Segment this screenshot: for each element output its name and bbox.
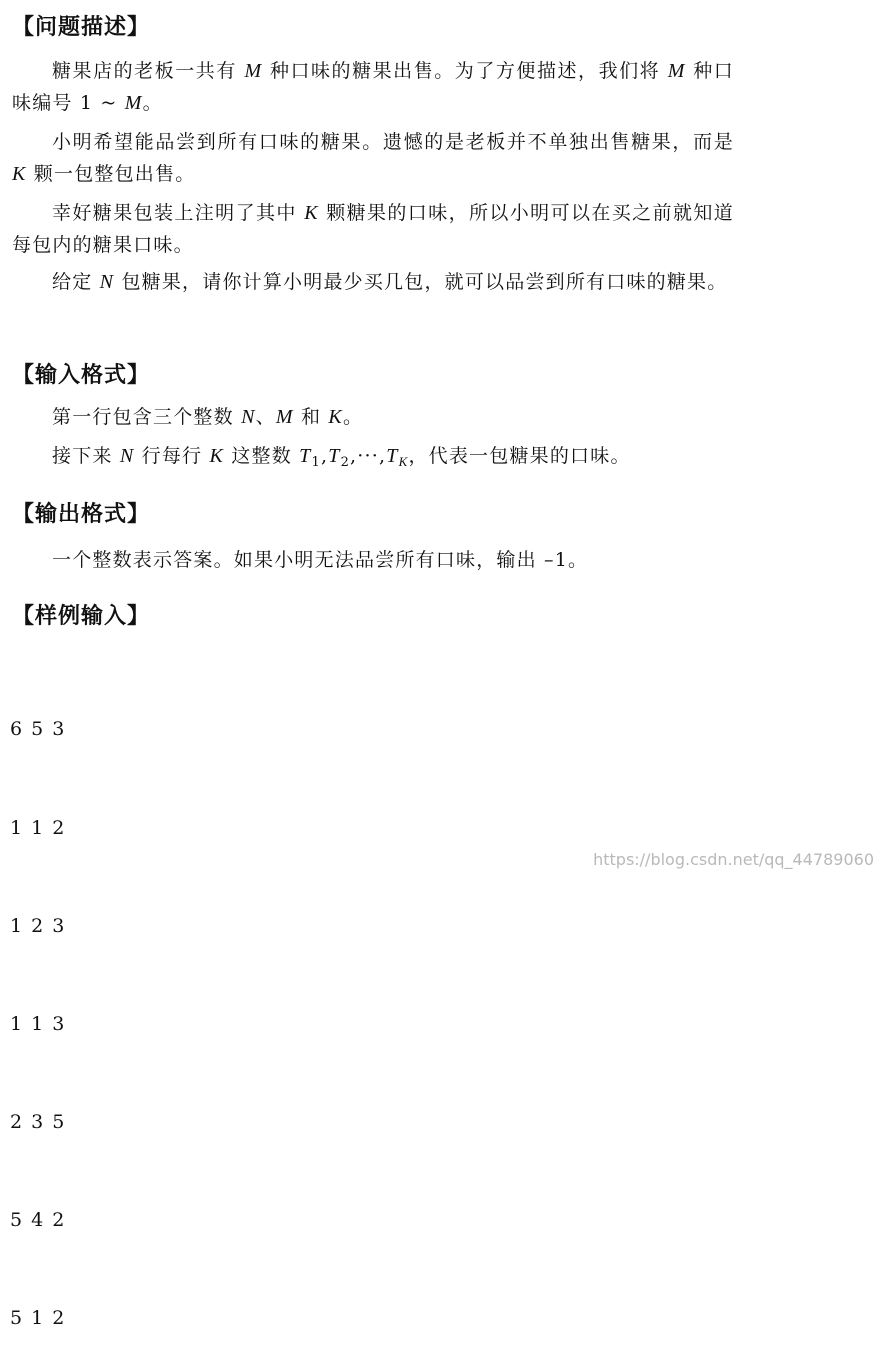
watermark: https://blog.csdn.net/qq_44789060: [593, 850, 874, 869]
output-line-1: 一个整数表示答案。如果小明无法品尝所有口味，输出 –1。: [52, 549, 589, 571]
sample-line: 1 1 3: [10, 1012, 66, 1035]
sample-line: 5 1 2: [10, 1307, 66, 1330]
sample-line: 1 1 2: [10, 816, 66, 839]
sample-heading: 【样例输入】: [12, 604, 151, 629]
sample-line: 2 3 5: [10, 1110, 66, 1133]
problem-paragraph-3: 幸好糖果包装上注明了其中 K 颗糖果的口味，所以小明可以在买之前就知道每包内的糖果口味。: [12, 202, 734, 256]
sample-line: 6 5 3: [10, 718, 66, 741]
input-line-2: 接下来 N 行每行 K 这整数 $T_1,T_2,\cdot\cdot\cdot,T_K$，代表一包糖果的口味。: [52, 445, 631, 470]
sample-line: 1 2 3: [10, 914, 66, 937]
problem-heading: 【问题描述】: [12, 15, 151, 40]
problem-paragraph-2: 小明希望能品尝到所有口味的糖果。遗憾的是老板并不单独出售糖果，而是 K 颗一包整包出售。: [12, 131, 734, 185]
problem-paragraph-4: 给定 N 包糖果，请你计算小明最少买几包，就可以品尝到所有口味的糖果。: [52, 271, 728, 293]
sample-line: 5 4 2: [10, 1208, 66, 1231]
input-heading: 【输入格式】: [12, 363, 151, 388]
problem-paragraph-1: 糖果店的老板一共有 M 种口味的糖果出售。为了方便描述，我们将 M 种口味编号 1 ~ M。: [12, 60, 735, 114]
sample-input-block: [10, 648, 66, 1367]
output-heading: 【输出格式】: [12, 502, 151, 527]
input-line-1: 第一行包含三个整数 N、M 和 K。: [52, 406, 364, 428]
